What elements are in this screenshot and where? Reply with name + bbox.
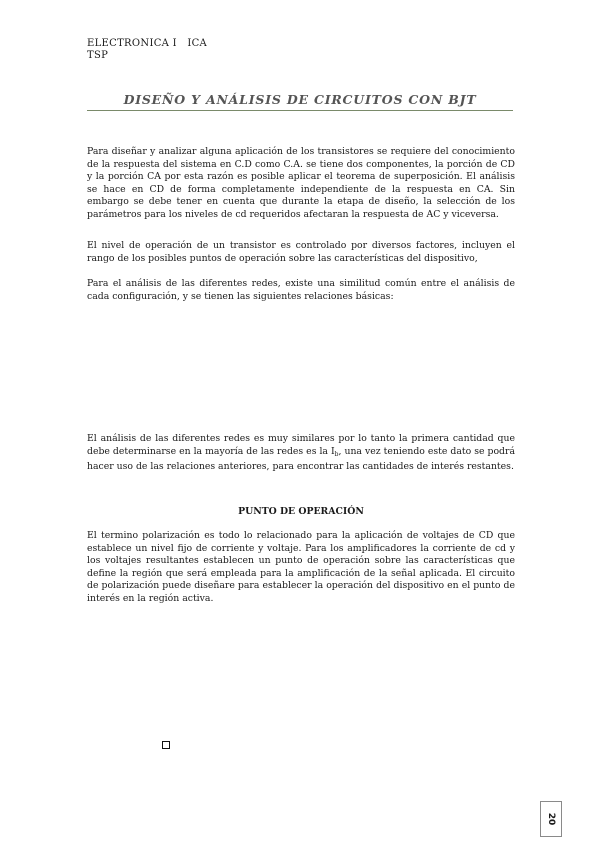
header-course: ELECTRONICA I ICA: [87, 38, 208, 49]
paragraph-network-analysis-part1: El análisis de las diferentes redes es muy similares por lo tanto la primera cantidad que debe determinarse en la mayoría de las redes es la I: [87, 433, 515, 457]
paragraph-basic-relations: Para el análisis de las diferentes redes, existe una similitud común entre el análisis de cada configuración, y se tienen las siguientes relaciones básicas:: [87, 278, 515, 302]
paragraph-network-analysis: [87, 433, 515, 474]
document-title: DISEÑO Y ANÁLISIS DE CIRCUITOS CON BJT: [123, 92, 477, 107]
subscript-b: b: [334, 450, 339, 458]
paragraph-network-analysis-part2: , una vez teniendo este dato se podrá hacer uso de las relaciones anteriores, para encontrar las cantidades de interés restantes.: [87, 445, 515, 473]
page-header: [87, 38, 207, 62]
square-bullet-icon: [162, 741, 170, 749]
paragraph-intro: Para diseñar y analizar alguna aplicación de los transistores se requiere del conocimiento de la respuesta del sistema en C.D como C.A. se tiene dos componentes, la porción de CD y la porción CA por esta razón es posible aplicar el teorema de superposición. El análisis se hace en CD de forma completamente independiente de la respuesta en CA. Sin embargo se debe tener en cuenta que durante la etapa de diseño, la selección de los parámetros para los niveles de cd requeridos afectaran la respuesta de AC y viceversa.: [87, 146, 515, 220]
page-number-box: [540, 801, 562, 837]
header-code: TSP: [87, 50, 109, 61]
paragraph-polarization: El termino polarización es todo lo relacionado para la aplicación de voltajes de CD que establece un nivel fijo de corriente y voltaje. Para los amplificadores la corriente de cd y los voltajes resultantes establecen un punto de operación sobre las características que define la región que será empleada para la amplificación de la señal aplicada. El circuito de polarización puede diseñare para establecer la operación del dispositivo en el punto de interés en la región activa.: [87, 530, 515, 604]
title-underline: [87, 110, 513, 111]
section-heading-operating-point: PUNTO DE OPERACIÓN: [238, 506, 364, 517]
paragraph-operation-level: El nivel de operación de un transistor es controlado por diversos factores, incluyen el rango de los posibles puntos de operación sobre las características del dispositivo,: [87, 240, 515, 264]
page-number: 20: [546, 812, 556, 826]
title-block: [87, 92, 513, 111]
